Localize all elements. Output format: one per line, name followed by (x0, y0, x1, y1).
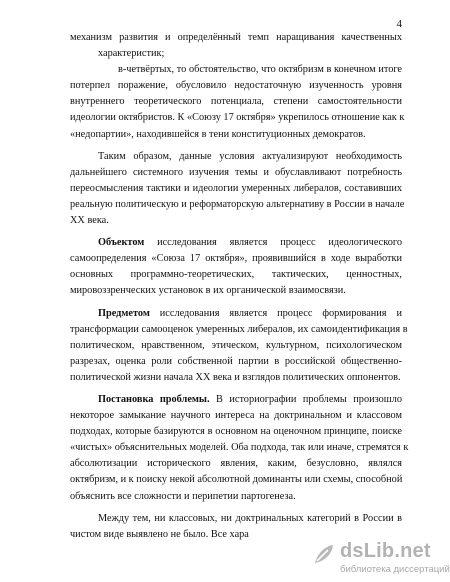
text-line (70, 511, 402, 527)
text-line (70, 213, 402, 229)
line-text: чистом виде выявлено не было. Все хара (70, 528, 249, 540)
text-line (70, 30, 402, 46)
line-text: политической жизни начала XX века и взглядов политических оппонентов. (70, 371, 401, 383)
line-text: «чистых» объяснительных моделей. Оба подхода, так или иначе, стремятся к (70, 442, 409, 454)
text-line (70, 489, 402, 505)
text-line (70, 251, 402, 267)
line-text: Между тем, ни классовых, ни доктринальных категорий в России в (98, 512, 402, 524)
text-line (70, 267, 402, 283)
bold-term: Предметом (98, 307, 150, 319)
watermark-subtitle: библиотека диссертаций (340, 564, 450, 575)
line-text: характеристик; (98, 48, 165, 60)
text-line (70, 94, 402, 110)
line-text: механизм развития и определённый темп наращивания качественных (70, 32, 402, 43)
line-text: мировоззренческих установок в их органической взаимосвязи. (70, 285, 346, 297)
line-text: в-четвёртых, то обстоятельство, что октябризм в конечном итоге (118, 64, 402, 76)
text-line (70, 110, 405, 126)
line-text: В историографии проблемы произошло (209, 393, 402, 405)
text-line (70, 456, 402, 472)
text-line (70, 354, 402, 370)
line-text: политическом, нравственном, этическом, культурном, психологическом (70, 339, 402, 351)
text-line (70, 78, 402, 94)
text-line (70, 440, 409, 456)
line-text: потерпел поражение, обусловило недостаточную изученность уровня (70, 80, 402, 92)
line-text: подходах, которые базируются в основном на оценочном принципе, поиске (70, 426, 402, 438)
line-text: самоопределения «Союза 17 октября», проявившийся в ходе выработки (70, 253, 402, 265)
text-line (70, 424, 402, 440)
line-text: идеологии октябристов. К «Союзу 17 октября» укрепилось отношение как к (70, 112, 405, 124)
watermark-brand: dsLib.net (340, 540, 431, 562)
line-text: объяснить все сложности и перипетии партогенеза. (70, 490, 296, 502)
text-line (70, 338, 402, 354)
document-body (70, 30, 409, 543)
text-line (70, 408, 402, 424)
dslib-logo-icon (312, 542, 336, 566)
line-text: октябризм, и к поиску некой абсолютной доминанты или схемы, способной (70, 474, 403, 486)
line-text: трансформации самооценок умеренных либералов, их самоидентификация в (70, 323, 408, 335)
line-text: Таким образом, данные условия актуализируют необходимость (98, 150, 402, 162)
line-text: переосмысления тактики и идеологии умеренных либералов, составивших (70, 182, 402, 194)
page-number: 4 (396, 18, 402, 30)
text-line (70, 197, 405, 213)
line-text: «недопартии», находившейся в тени конституционных демократов. (70, 128, 366, 140)
line-text: XX века. (70, 215, 109, 227)
line-text: исследования является процесс идеологического (144, 237, 402, 249)
text-line (70, 370, 402, 386)
line-text: основных программно-теоретических, тактических, ценностных, (70, 269, 402, 281)
text-line (70, 165, 402, 181)
bold-term: Объектом (98, 237, 145, 249)
line-text: абсолютизации исторического явления, каким, безусловно, являлся (70, 458, 402, 470)
text-line (70, 283, 402, 299)
watermark (312, 540, 450, 578)
text-line (70, 149, 402, 165)
text-line (70, 235, 402, 251)
line-text: некоторое замыкание научного интереса на доктринальном и классовом (70, 410, 402, 422)
text-line (70, 472, 402, 488)
text-line (70, 322, 408, 338)
text-line (70, 306, 402, 322)
text-line (70, 46, 402, 62)
line-text: реальную политическую и реформаторскую альтернативу в России в начале (70, 198, 405, 210)
text-line (70, 181, 402, 197)
line-text: внутреннего теоретического потенциала, степени самостоятельности (70, 96, 402, 108)
line-text: дальнейшего системного изучения темы и обуславливают потребность (70, 166, 402, 178)
text-line (70, 392, 402, 408)
line-text: разрезах, оценка роли собственной партии в российской общественно- (70, 355, 402, 367)
text-line (70, 127, 402, 143)
bold-term: Постановка проблемы. (98, 393, 210, 405)
line-text: исследования является процесс формирования и (149, 307, 402, 319)
text-line (70, 62, 402, 78)
